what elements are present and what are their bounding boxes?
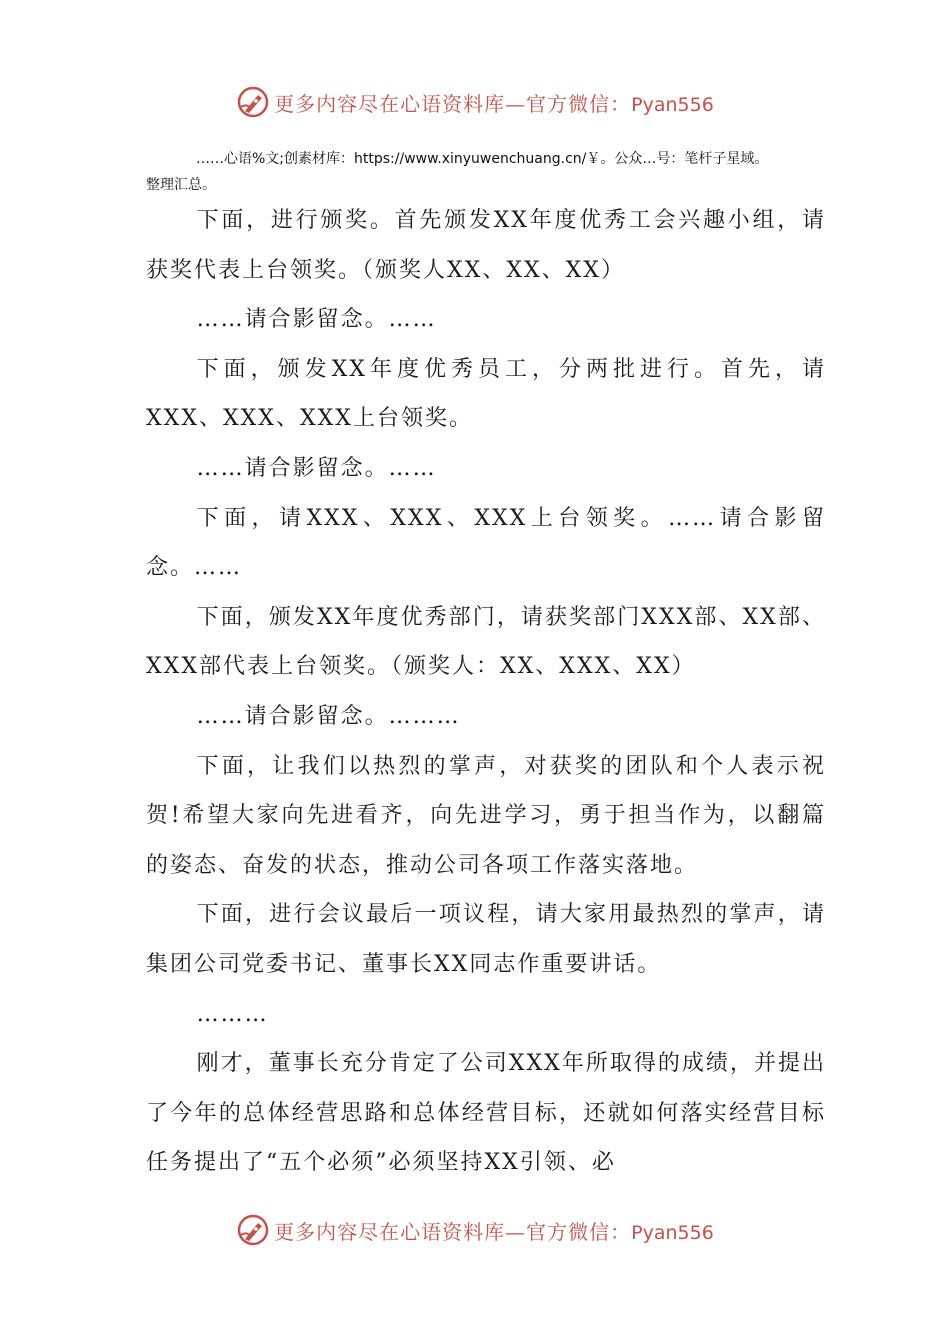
paragraph-2: ……请合影留念。…… bbox=[196, 307, 437, 333]
source-note-line2: 整理汇总。 bbox=[146, 177, 216, 193]
footer-banner bbox=[0, 1210, 950, 1250]
banner-text-cn: 更多内容尽在心语资料库—官方微信： bbox=[274, 1219, 632, 1244]
banner-text bbox=[274, 88, 714, 117]
banner-wechat-id: Pyan556 bbox=[631, 1221, 714, 1244]
pen-nib-logo-icon bbox=[236, 1213, 270, 1247]
paragraph-4: ……请合影留念。…… bbox=[196, 455, 437, 481]
paragraph-3: 下面，颁发XX年度优秀员工，分两批进行。首先，请XXX、XXX、XXX上台领奖。 bbox=[146, 356, 826, 432]
paragraph-7: ……请合影留念。……… bbox=[196, 703, 461, 729]
paragraph-6: 下面，颁发XX年度优秀部门，请获奖部门XXX部、XX部、XXX部代表上台领奖。（颁奖人：XX、XXX、XX） bbox=[146, 604, 826, 680]
header-banner bbox=[0, 82, 950, 122]
paragraph-1: 下面，进行颁奖。首先颁发XX年度优秀工会兴趣小组，请获奖代表上台领奖。（颁奖人XX、XX、XX） bbox=[146, 208, 826, 283]
document-body bbox=[146, 196, 826, 1188]
banner-text-cn: 更多内容尽在心语资料库—官方微信： bbox=[274, 91, 632, 116]
source-note-line1: ……心语%文;创素材库：https://www.xinyuwenchuang.cn/￥。公众…号：笔杆子星域。 bbox=[196, 151, 769, 167]
source-note bbox=[146, 146, 836, 198]
paragraph-9: 下面，进行会议最后一项议程，请大家用最热烈的掌声，请集团公司党委书记、董事长XX同志作重要讲话。 bbox=[146, 902, 826, 977]
pen-nib-logo-icon bbox=[236, 85, 270, 119]
paragraph-5: 下面，请XXX、XXX、XXX上台领奖。……请合影留念。…… bbox=[146, 505, 826, 581]
paragraph-8: 下面，让我们以热烈的掌声，对获奖的团队和个人表示祝贺!希望大家向先进看齐，向先进学习，勇于担当作为，以翻篇的姿态、奋发的状态，推动公司各项工作落实落地。 bbox=[146, 753, 826, 878]
banner-text bbox=[274, 1216, 714, 1245]
paragraph-10: ……… bbox=[196, 1001, 269, 1027]
banner-wechat-id: Pyan556 bbox=[631, 93, 714, 116]
paragraph-11: 刚才，董事长充分肯定了公司XXX年所取得的成绩，并提出了今年的总体经营思路和总体经营目标，还就如何落实经营目标任务提出了“五个必须”必须坚持XX引领、必 bbox=[146, 1051, 826, 1176]
